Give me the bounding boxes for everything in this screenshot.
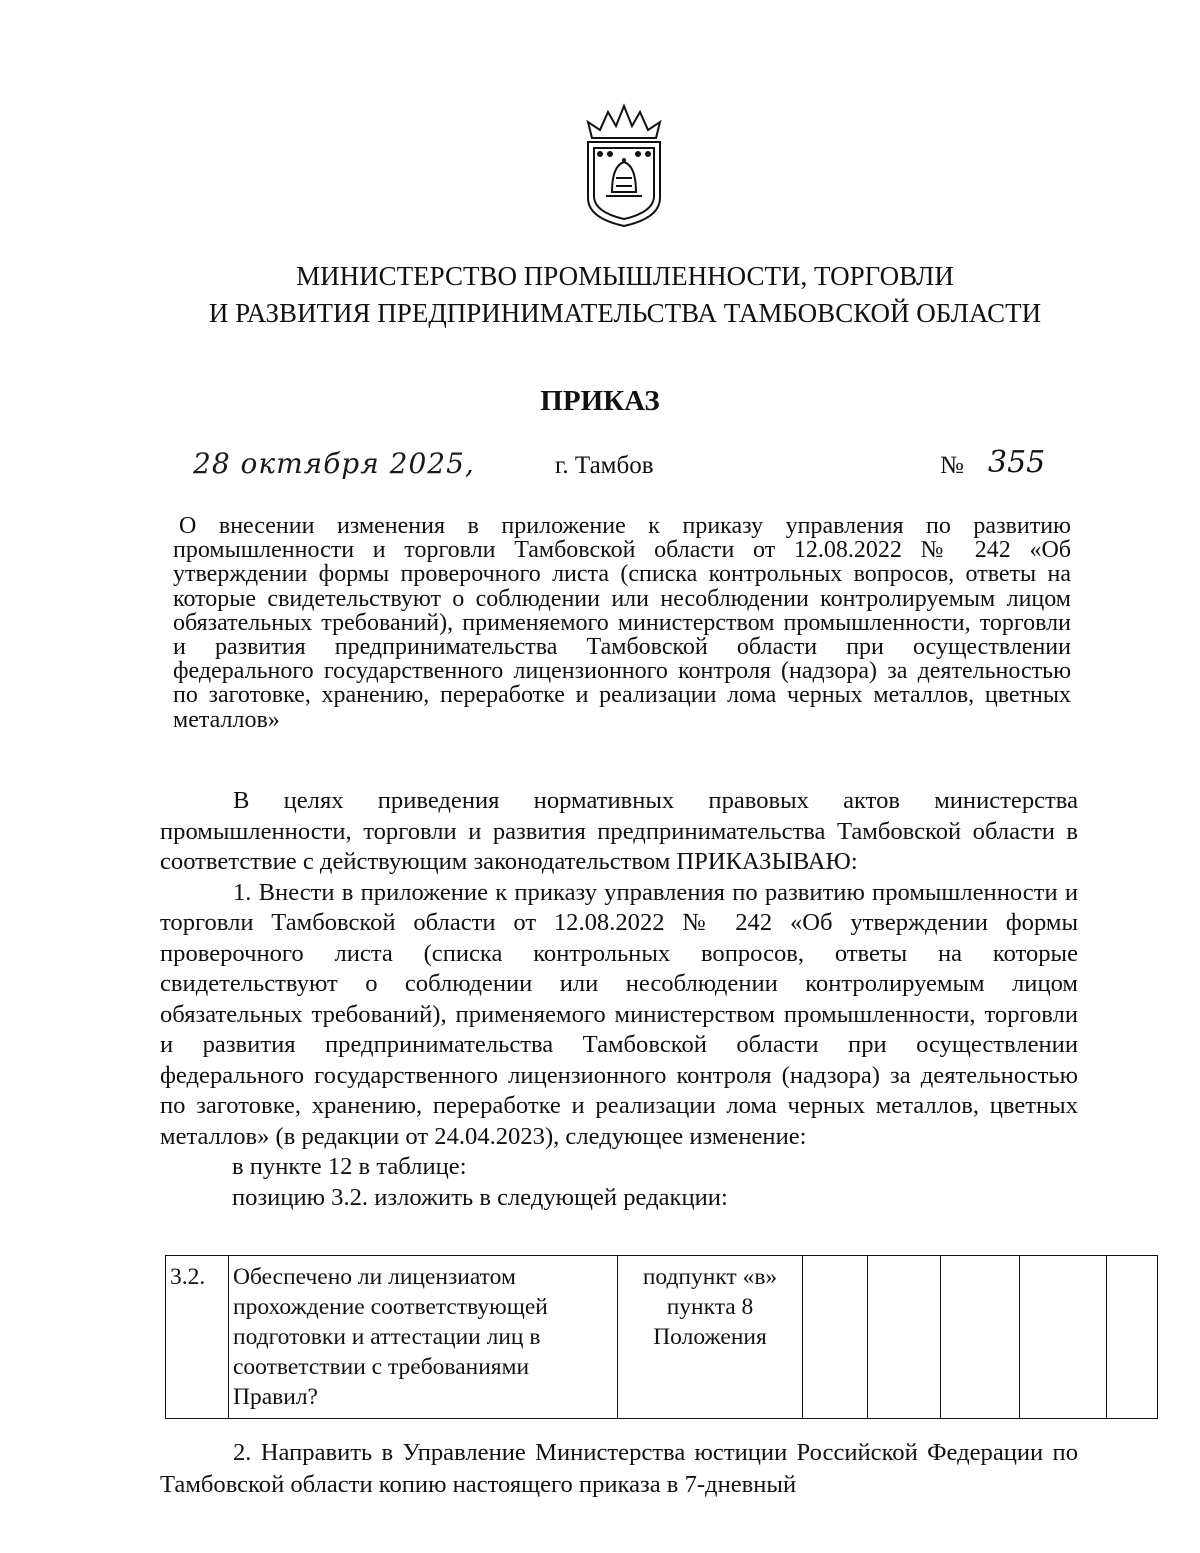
document-type-title: ПРИКАЗ	[540, 385, 660, 417]
reference-line-1: подпункт «в»	[642, 1264, 778, 1290]
tambov-coat-of-arms-icon	[578, 100, 670, 230]
ministry-line-1: МИНИСТЕРСТВО ПРОМЫШЛЕННОСТИ, ТОРГОВЛИ	[296, 261, 954, 291]
reference-line-2: пункта 8	[666, 1294, 754, 1320]
number-label: №	[940, 452, 964, 479]
city: г. Тамбов	[555, 452, 654, 479]
position-number-cell: 3.2.	[166, 1256, 229, 1419]
item-2	[160, 1437, 1078, 1501]
position-table	[165, 1255, 1158, 1419]
preamble-paragraph: В целях приведения нормативных правовых актов министерства промышленности, торговли и развития предпринимательства Тамбовской области в соответствие с действующим законодательством ПРИКАЗЫВАЮ:	[160, 787, 1078, 875]
order-heading: О внесении изменения в приложение к приказу управления по развитию промышленности и торговли Тамбовской области от 12.08.2022 № 242 «Об утверждении формы проверочного листа (списка контрольных вопросов, ответы на которые свидетельствуют о соблюдении или несоблюдении контролируемым лицом обязательных требований), применяемого министерством промышленности, торговли и развития предпринимательства Тамбовской области при осуществлении федерального государственного лицензионного контроля (надзора) за деятельностью по заготовке, хранению, переработке и реализации лома черных металлов, цветных металлов»	[173, 513, 1071, 733]
empty-cell	[803, 1256, 868, 1419]
handwritten-date: 28 октября 2025,	[193, 447, 475, 480]
table-row	[166, 1256, 1158, 1419]
item-1-paragraph: 1. Внести в приложение к приказу управления по развитию промышленности и торговли Тамбовской области от 12.08.2022 № 242 «Об утверждении формы проверочного листа (списка контрольных вопросов, ответы на которые свидетельствуют о соблюдении или несоблюдении контролируемым лицом обязательных требований), применяемого министерством промышленности, торговли и развития предпринимательства Тамбовской области при осуществлении федерального государственного лицензионного контроля (надзора) за деятельностью по заготовке, хранению, переработке и реализации лома черных металлов, цветных металлов» (в редакции от 24.04.2023), следующее изменение:	[160, 878, 1078, 1150]
empty-cell	[941, 1256, 1020, 1419]
empty-cell	[1020, 1256, 1107, 1419]
reference-line-3: Положения	[653, 1324, 767, 1350]
question-cell: Обеспечено ли лицензиатом прохождение соответствующей подготовки и аттестации лиц в соответствии с требованиями Правил?	[229, 1256, 618, 1419]
order-body	[160, 786, 1078, 1213]
sub-item-paragraph-1: в пункте 12 в таблице:	[232, 1153, 467, 1180]
sub-item-paragraph-2: позицию 3.2. изложить в следующей редакции:	[232, 1183, 728, 1211]
item-2-paragraph: 2. Направить в Управление Министерства юстиции Российской Федерации по Тамбовской области копию настоящего приказа в 7-дневный	[160, 1439, 1078, 1498]
ministry-name	[150, 258, 1100, 332]
empty-cell	[1107, 1256, 1158, 1419]
reference-cell	[618, 1256, 803, 1419]
empty-cell	[868, 1256, 941, 1419]
ministry-line-2: И РАЗВИТИЯ ПРЕДПРИНИМАТЕЛЬСТВА ТАМБОВСКОЙ ОБЛАСТИ	[208, 298, 1042, 328]
handwritten-number: 355	[988, 445, 1046, 480]
